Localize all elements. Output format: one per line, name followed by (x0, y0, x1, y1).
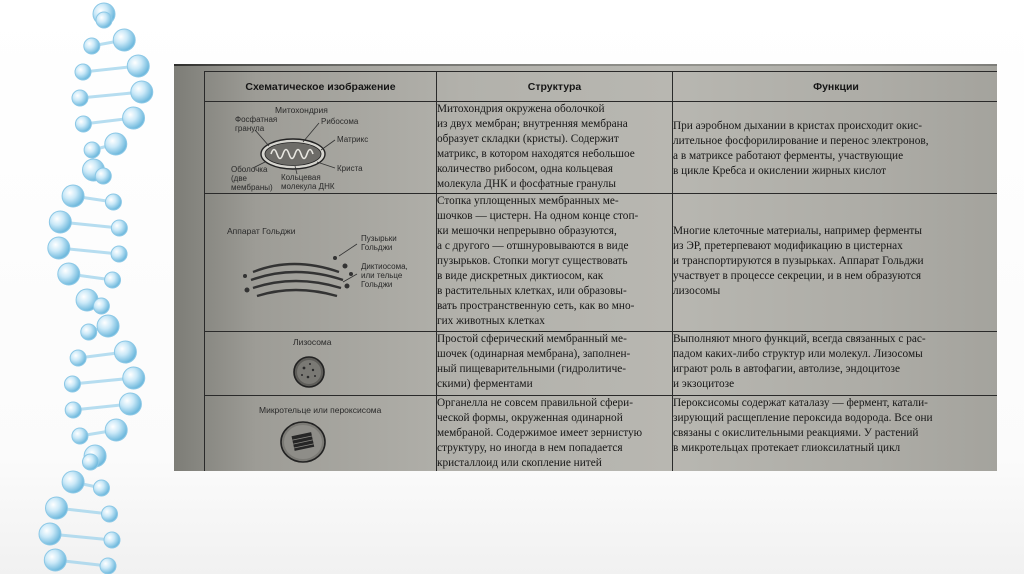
text-line: Простой сферический мембранный ме- (437, 333, 627, 345)
text-line: пузырьков. Стопки могут существовать (437, 255, 628, 267)
text-line: Органелла не совсем правильной сфери- (437, 397, 633, 409)
text-line: матрикс, в котором находятся небольшое (437, 148, 635, 160)
dna-ball (111, 220, 127, 236)
function-cell (673, 102, 998, 194)
text-line: мембраной. Содержимое имеет зернистую (437, 427, 643, 439)
table-row (205, 396, 998, 472)
dna-ball (96, 12, 112, 28)
dna-ball (72, 90, 88, 106)
dna-ball (113, 29, 135, 51)
dna-ball (75, 64, 91, 80)
text-line: в микротельцах протекает глиоксилатный цикл (673, 442, 901, 454)
dna-ball (58, 263, 80, 285)
dna-ball (46, 497, 68, 519)
dna-ball (81, 324, 97, 340)
text-line: в цикле Кребса и окислении жирных кислот (673, 165, 887, 177)
text-line: играют роль в автофагии, автолизе, эндоцитозе (673, 363, 900, 375)
dna-ball (104, 532, 120, 548)
dna-ball (123, 107, 145, 129)
text-line: и транспортируются в пузырьках. Аппарат Гольджи (673, 255, 924, 267)
dna-ball (127, 55, 149, 77)
text-line: участвует в процессе секреции, и в нем образуются (673, 270, 922, 282)
dna-ball (105, 133, 127, 155)
dna-ball (39, 523, 61, 545)
dna-ball (100, 558, 116, 574)
structure-cell (437, 194, 673, 332)
label-crista: Криста (337, 164, 363, 173)
label-golgi-vesicles: Пузырьки Гольджи (361, 234, 397, 252)
text-line: а в матриксе работают ферменты, участвующие (673, 150, 904, 162)
text-line: и экзоцитозе (673, 378, 735, 390)
text-line: Многие клеточные материалы, например ферменты (673, 225, 922, 237)
text-line: структуру, но иногда в нем попадается (437, 442, 623, 454)
dna-ball (123, 367, 145, 389)
figure-title-mitochondrion: Митохондрия (275, 105, 328, 115)
dna-ball (119, 393, 141, 415)
figure-cell (205, 102, 437, 194)
dna-ball (102, 506, 118, 522)
paper-page (174, 66, 997, 471)
text-line: ческой формы, окруженная одинарной (437, 412, 623, 424)
label-phosphate-granule: Фосфатная гранула (235, 115, 278, 133)
function-cell (673, 332, 998, 396)
figure-cell (205, 396, 437, 472)
dna-ball (114, 341, 136, 363)
dna-ball (97, 315, 119, 337)
text-line: шочков — цистерн. На одном конце стоп- (437, 210, 639, 222)
header-figure: Схематическое изображение (205, 72, 437, 102)
dna-ball (82, 454, 98, 470)
text-line: а с другого — отшнуровываются в виде (437, 240, 629, 252)
table-header-row (205, 72, 998, 102)
dna-ball (65, 402, 81, 418)
text-line: ный пищеварительными (гидролитиче- (437, 363, 627, 375)
label-dna: Кольцевая молекула ДНК (281, 173, 335, 191)
dna-ball (105, 419, 127, 441)
dna-ball (111, 246, 127, 262)
text-line: из ЭР, претерпевают модификацию в цистернах (673, 240, 903, 252)
dna-ball (48, 237, 70, 259)
structure-cell (437, 102, 673, 194)
structure-cell (437, 396, 673, 472)
function-cell (673, 396, 998, 472)
dna-ball (62, 185, 84, 207)
text-line: При аэробном дыхании в кристах происходит окис- (673, 120, 923, 132)
figure-cell (205, 194, 437, 332)
text-line: образует складки (кристы). Содержит (437, 133, 619, 145)
dna-ball (64, 376, 80, 392)
label-ribosome: Рибосома (321, 117, 359, 126)
dna-ball (49, 211, 71, 233)
dna-ball (84, 38, 100, 54)
text-line: из двух мембран; внутренняя мембрана (437, 118, 628, 130)
figure-cell (205, 332, 437, 396)
dna-ball (95, 168, 111, 184)
label-envelope: Оболочка (две мембраны) (231, 165, 273, 192)
label-dictyosome: Диктиосома, или тельце Гольджи (361, 262, 408, 289)
dna-ball (84, 142, 100, 158)
text-line: ки мешочки непрерывно образуются, (437, 225, 617, 237)
label-matrix: Матрикс (337, 135, 369, 144)
text-line: молекула ДНК и фосфатные гранулы (437, 178, 616, 190)
organelle-table (204, 71, 997, 471)
text-line: шочек (одинарная мембрана), заполнен- (437, 348, 631, 360)
structure-cell (437, 332, 673, 396)
dna-ball (93, 480, 109, 496)
dna-ball (75, 116, 91, 132)
text-line: вать пространственную сеть, как во мно- (437, 300, 635, 312)
figure-title-peroxisome: Микротельце или пероксисома (259, 405, 382, 415)
text-line: кристаллоид или скопление нитей (437, 457, 602, 469)
text-line: зирующий расщепление пероксида водорода. Все они (673, 412, 933, 424)
dna-ball (72, 428, 88, 444)
dna-ball (44, 549, 66, 571)
table-row (205, 194, 998, 332)
function-cell (673, 194, 998, 332)
text-line: количество рибосом, одна кольцевая (437, 163, 613, 175)
dna-ball (62, 471, 84, 493)
text-line: гих животных клетках (437, 315, 545, 327)
text-line: Выполняют много функций, всегда связанных с рас- (673, 333, 926, 345)
text-line: Митохондрия окружена оболочкой (437, 103, 605, 115)
figure-title-lysosome: Лизосома (293, 337, 332, 347)
dna-ball (93, 298, 109, 314)
text-line: Стопка уплощенных мембранных ме- (437, 195, 619, 207)
table-photo (174, 64, 997, 471)
header-structure: Структура (437, 72, 673, 102)
table-row (205, 332, 998, 396)
header-function: Функции (673, 72, 998, 102)
text-line: падом каких-либо структур или молекул. Лизосомы (673, 348, 923, 360)
dna-ball (131, 81, 153, 103)
text-line: в виде дискретных диктиосом, как (437, 270, 604, 282)
figure-title-golgi: Аппарат Гольджи (227, 226, 296, 236)
text-line: скими) ферментами (437, 378, 533, 390)
text-line: Пероксисомы содержат каталазу — фермент, катали- (673, 397, 928, 409)
dna-ball (70, 350, 86, 366)
dna-ball (105, 194, 121, 210)
text-line: лизосомы (673, 285, 721, 297)
text-line: связаны с окислительными реакциями. У растений (673, 427, 919, 439)
dna-helix-decoration (0, 0, 175, 574)
dna-ball (105, 272, 121, 288)
text-line: в растительных клетках, или образовы- (437, 285, 627, 297)
table-row (205, 102, 998, 194)
text-line: лительное фосфорилирование и перенос электронов, (673, 135, 929, 147)
